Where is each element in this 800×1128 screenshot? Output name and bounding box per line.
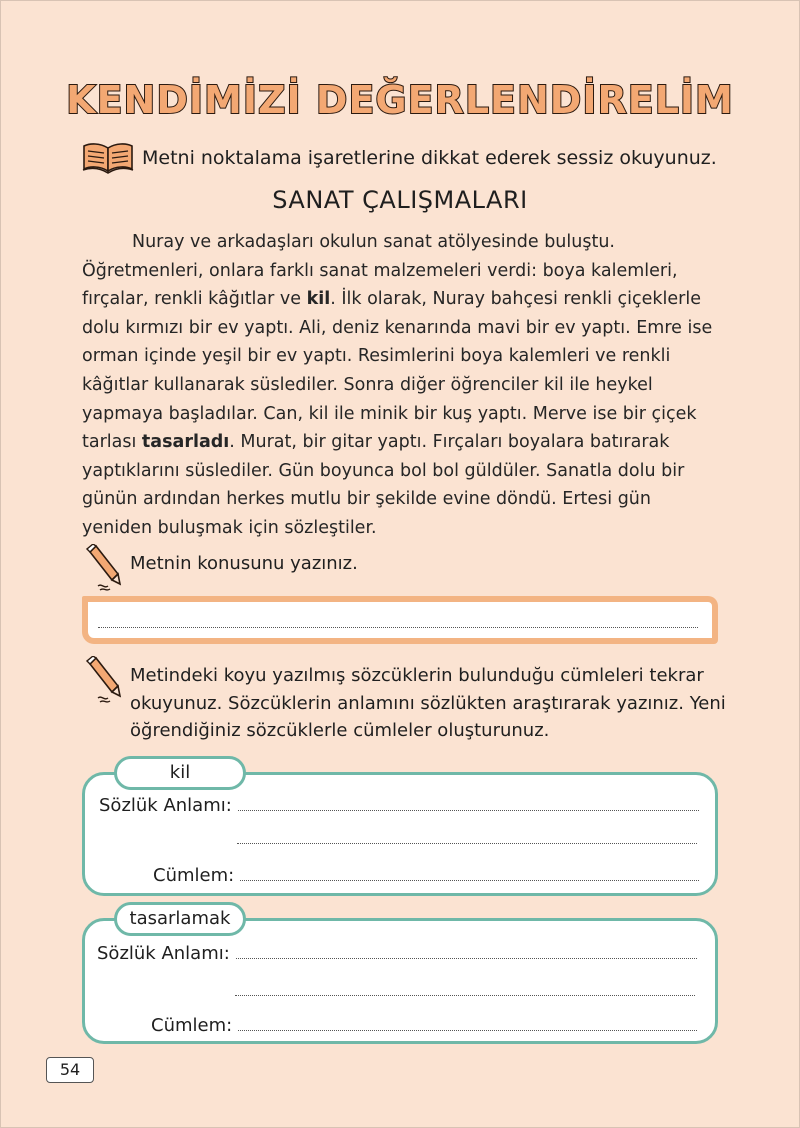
task-vocabulary bbox=[86, 662, 726, 745]
dictionary-row[interactable] bbox=[97, 943, 697, 964]
dictionary-label: Sözlük Anlamı: bbox=[97, 943, 230, 964]
dictionary-label: Sözlük Anlamı: bbox=[99, 795, 232, 816]
story-part-1: Nuray ve arkadaşları okulun sanat atölyesinde buluştu. Öğretmenleri, onlara farklı sanat malzemeleri verdi: boya kalemleri, fırçalar, renkli kâğıtlar ve bbox=[82, 232, 678, 310]
story-part-3: . Murat, bir gitar yaptı. Fırçaları boyalara batırarak yaptıklarını süslediler. Gün boyunca bol bol güldüler. Sanatla dolu bir günün ardından herkes mutlu bir şekilde evine döndü. Ertesi gün yeniden buluşmak için sözleştiler. bbox=[82, 432, 685, 538]
dictionary-row[interactable] bbox=[99, 795, 699, 816]
dictionary-answer-line bbox=[238, 810, 699, 811]
word-tag-tasarlamak: tasarlamak bbox=[114, 902, 246, 936]
story-title: SANAT ÇALIŞMALARI bbox=[272, 186, 528, 214]
instruction-text: Metni noktalama işaretlerine dikkat ederek sessiz okuyunuz. bbox=[142, 147, 717, 169]
dictionary-answer-line-2[interactable] bbox=[235, 995, 695, 996]
sentence-answer-line bbox=[238, 1030, 697, 1031]
sentence-row[interactable] bbox=[153, 865, 699, 886]
bold-word-kil: kil bbox=[306, 289, 331, 310]
page-title: KENDİMİZİ DEĞERLENDİRELİM bbox=[66, 78, 734, 122]
open-book-icon bbox=[82, 142, 134, 174]
task-vocabulary-text: Metindeki koyu yazılmış sözcüklerin bulunduğu cümleleri tekrar okuyunuz. Sözcüklerin anlamını sözlükten araştırarak yazınız. Yeni öğrendiğiniz sözcüklerle cümleler oluşturunuz. bbox=[130, 665, 726, 741]
page-number: 54 bbox=[46, 1057, 94, 1083]
reading-instruction bbox=[82, 142, 742, 174]
task-topic bbox=[86, 550, 726, 592]
word-box-kil bbox=[82, 772, 718, 896]
task-topic-text: Metnin konusunu yazınız. bbox=[130, 553, 358, 574]
sentence-answer-line bbox=[240, 880, 699, 881]
sentence-label: Cümlem: bbox=[151, 1015, 233, 1036]
pencil-icon bbox=[86, 544, 122, 592]
dictionary-answer-line bbox=[236, 958, 697, 959]
dictionary-answer-line-2[interactable] bbox=[237, 843, 697, 844]
topic-answer-field[interactable] bbox=[82, 596, 718, 644]
bold-word-tasarladi: tasarladı bbox=[141, 432, 230, 453]
word-tag-kil: kil bbox=[114, 756, 246, 790]
topic-answer-line bbox=[98, 627, 698, 628]
story-part-2: . İlk olarak, Nuray bahçesi renkli çiçeklerle dolu kırmızı bir ev yaptı. Ali, deniz kenarında mavi bir ev yaptı. Emre ise orman içinde yeşil bir ev yaptı. Resimlerini boya kalemleri ve renkli kâğıtlar kullanarak süslediler. Sonra diğer öğrenciler kil ile heykel yapmaya başladılar. Can, kil ile minik bir kuş yaptı. Merve ise bir çiçek tarlası bbox=[82, 289, 713, 453]
word-box-tasarlamak bbox=[82, 918, 718, 1044]
sentence-row[interactable] bbox=[151, 1015, 697, 1036]
pencil-icon bbox=[86, 656, 122, 704]
sentence-label: Cümlem: bbox=[153, 865, 235, 886]
story-text bbox=[82, 228, 722, 543]
